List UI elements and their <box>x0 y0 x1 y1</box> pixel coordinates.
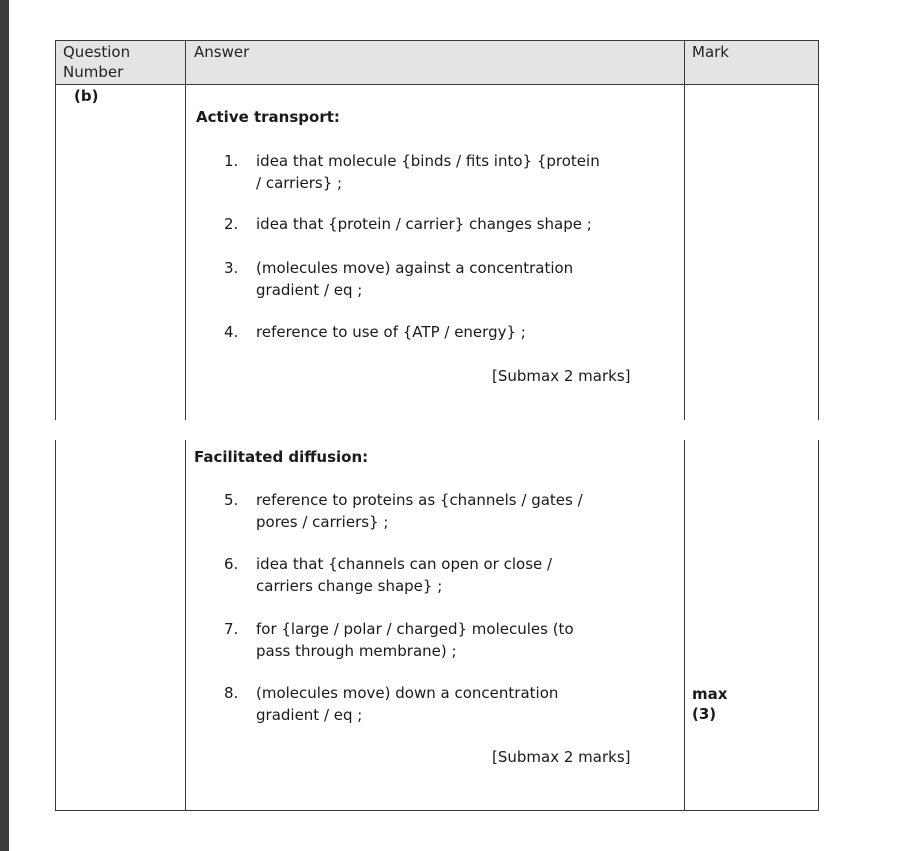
window-left-edge <box>0 0 9 851</box>
header-bottom-border <box>55 84 819 85</box>
bottom-col-line-1 <box>55 440 56 811</box>
header-question-number: Question Number <box>63 43 131 81</box>
mark-max: max (3) <box>692 685 728 723</box>
facilitated-diffusion-heading: Facilitated diffusion: <box>194 448 369 466</box>
top-col-line-2 <box>185 40 186 420</box>
bottom-col-line-3 <box>684 440 685 811</box>
active-transport-submax: [Submax 2 marks] <box>492 367 631 385</box>
active-transport-heading: Active transport: <box>196 108 340 126</box>
table-top-border <box>55 40 819 41</box>
top-col-line-3 <box>684 40 685 420</box>
header-mark: Mark <box>692 43 729 61</box>
bottom-col-line-2 <box>185 440 186 811</box>
facilitated-diffusion-submax: [Submax 2 marks] <box>492 748 631 766</box>
top-col-line-4 <box>818 40 819 420</box>
bottom-col-line-4 <box>818 440 819 811</box>
table-bottom-border <box>55 810 819 811</box>
header-answer: Answer <box>194 43 250 61</box>
question-number: (b) <box>74 87 99 105</box>
top-col-line-1 <box>55 40 56 420</box>
